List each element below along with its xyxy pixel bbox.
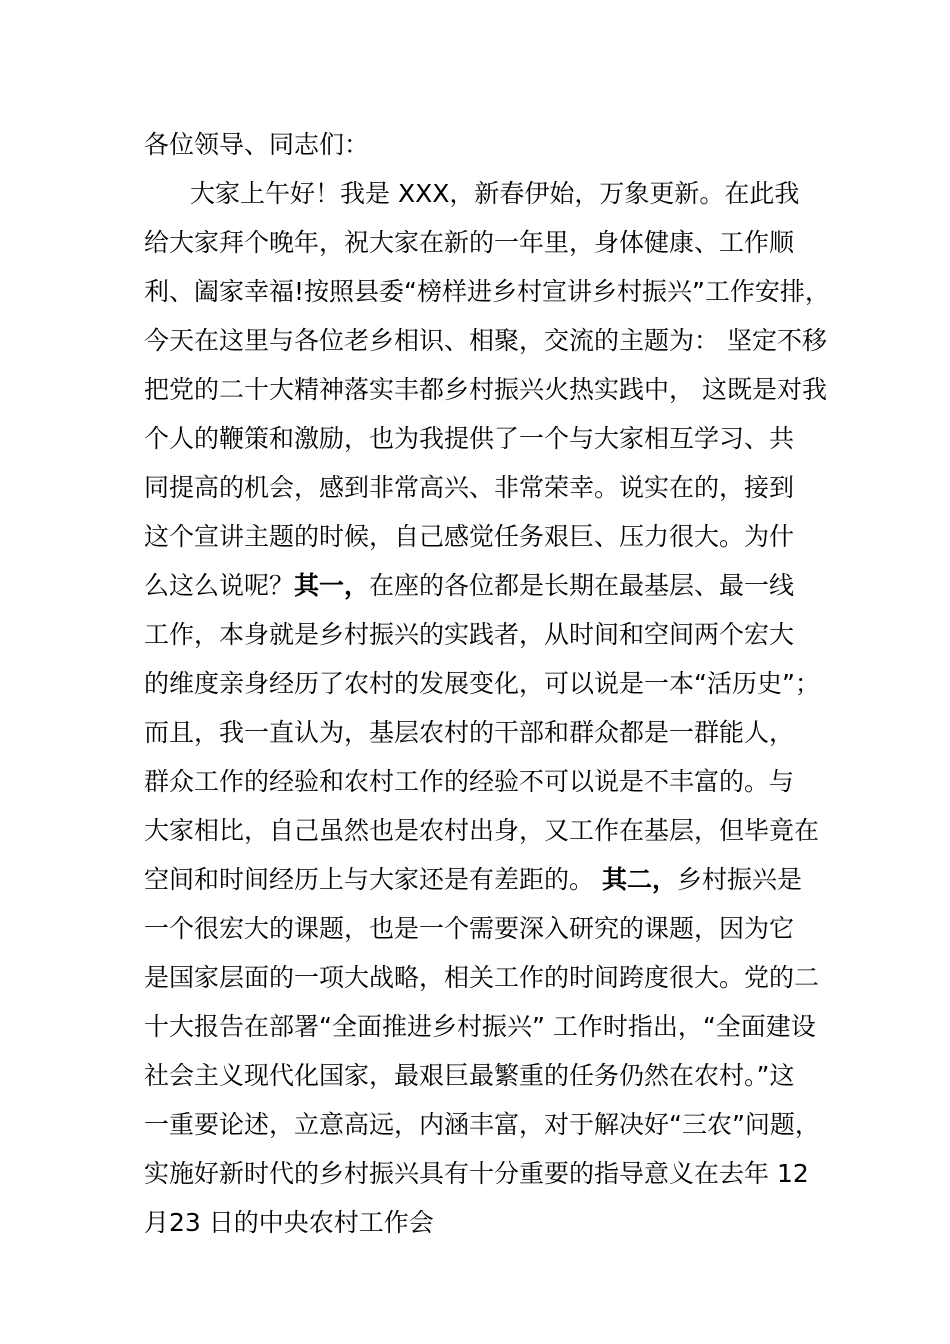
line-text: 在座的各位都是长期在最基层、最一线 (369, 571, 795, 600)
paragraph-line: 的维度亲身经历了农村的发展变化，可以说是一本“活历史”； (144, 669, 820, 698)
paragraph-line: 这个宣讲主题的时候，自己感觉任务艰巨、压力很大。为什 (144, 522, 795, 551)
paragraph-line: 月23 日的中央农村工作会 (144, 1208, 434, 1237)
paragraph-line: 今天在这里与各位老乡相识、相聚，交流的主题为： 坚定不移 (144, 326, 827, 355)
line-text: 么这么说呢？ (144, 571, 295, 600)
line-text: 乡村振兴是 (676, 865, 802, 894)
paragraph-line: 给大家拜个晚年，祝大家在新的一年里，身体健康、工作顺 (144, 228, 795, 257)
paragraph-line: 群众工作的经验和农村工作的经验不可以说是不丰富的。与 (144, 767, 795, 796)
bold-marker-first: 其一， (294, 571, 370, 600)
paragraph-line: 而且，我一直认为，基层农村的干部和群众都是一群能人， (144, 718, 795, 747)
salutation: 各位领导、同志们： (144, 130, 370, 159)
paragraph-line: 一重要论述，立意高远，内涵丰富，对于解决好“三农”问题， (144, 1110, 820, 1139)
paragraph-line: 大家相比，自己虽然也是农村出身，又工作在基层，但毕竟在 (144, 816, 820, 845)
paragraph-line: 十大报告在部署“全面推进乡村振兴” 工作时指出，“全面建设 (144, 1012, 816, 1041)
paragraph-line: 社会主义现代化国家，最艰巨最繁重的任务仍然在农村。”这 (144, 1061, 795, 1090)
paragraph-line: 利、阖家幸福!按照县委“榜样进乡村宣讲乡村振兴”工作安排， (144, 277, 830, 306)
line-text: 空间和时间经历上与大家还是有差距的。 (144, 865, 602, 894)
speech-text (144, 123, 844, 1250)
paragraph-line: 实施好新时代的乡村振兴具有十分重要的指导意义在去年 12 (144, 1159, 809, 1188)
paragraph-line (144, 564, 844, 613)
paragraph-line: 是国家层面的一项大战略，相关工作的时间跨度很大。党的二 (144, 963, 820, 992)
paragraph-line: 同提高的机会，感到非常高兴、非常荣幸。说实在的，接到 (144, 473, 795, 502)
bold-marker-second: 其二， (601, 865, 677, 894)
paragraph-line (144, 858, 844, 907)
paragraph-line: 大家上午好！我是 XXX，新春伊始，万象更新。在此我 (190, 179, 800, 208)
paragraph-line: 个人的鞭策和激励，也为我提供了一个与大家相互学习、共 (144, 424, 795, 453)
paragraph-line: 把党的二十大精神落实丰都乡村振兴火热实践中， 这既是对我 (144, 375, 827, 404)
paragraph-line: 一个很宏大的课题，也是一个需要深入研究的课题，因为它 (144, 914, 795, 943)
paragraph-line: 工作，本身就是乡村振兴的实践者，从时间和空间两个宏大 (144, 620, 795, 649)
